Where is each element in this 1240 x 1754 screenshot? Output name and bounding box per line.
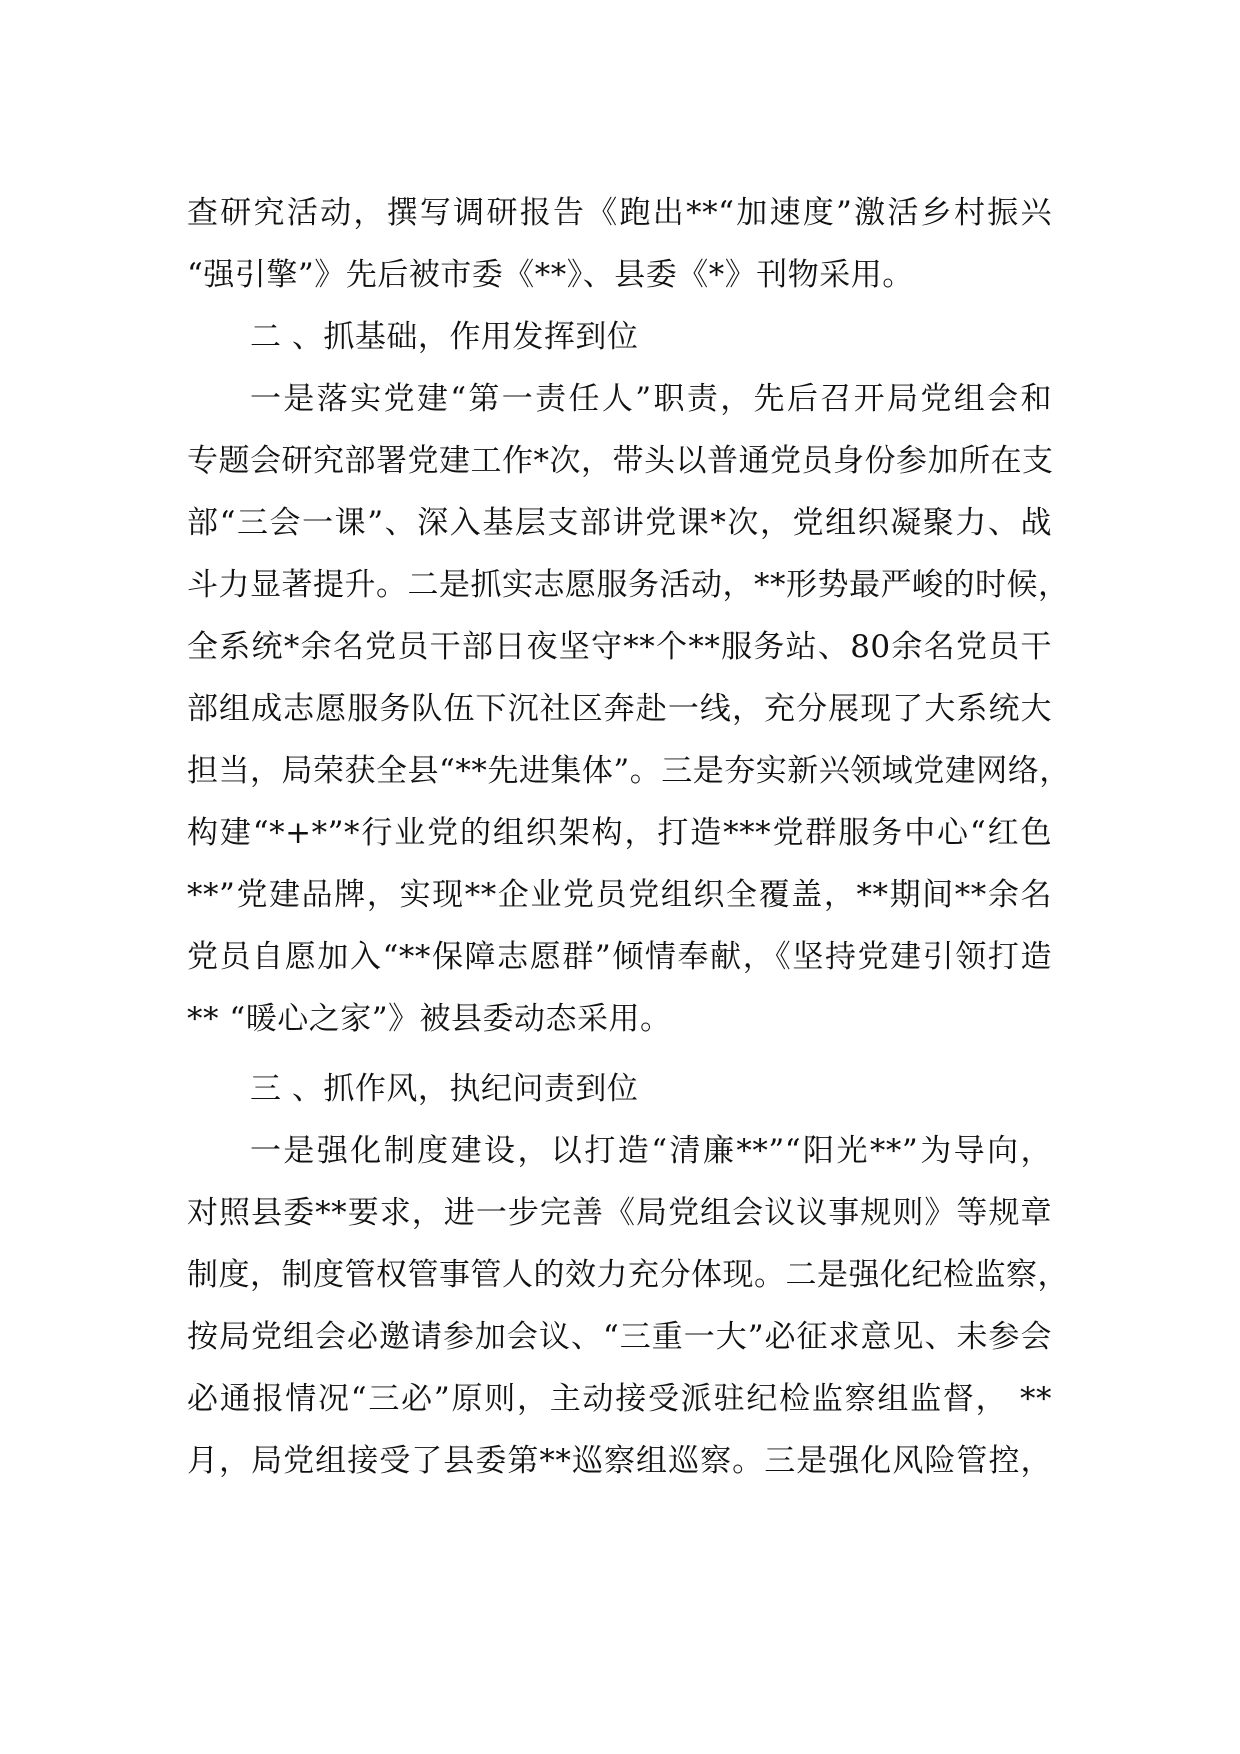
- text-line: 按局党组会必邀请参加会议、“三重一大”必征求意见、未参会: [187, 1319, 1052, 1355]
- text-line: 部组成志愿服务队伍下沉社区奔赴一线，充分展现了大系统大: [187, 691, 1052, 727]
- text-line: 全系统*余名党员干部日夜坚守**个**服务站、80余名党员干: [187, 629, 1052, 665]
- text-line: 部“三会一课”、深入基层支部讲党课*次，党组织凝聚力、战: [187, 505, 1052, 541]
- text-line: **”党建品牌，实现**企业党员党组织全覆盖，**期间**余名: [187, 877, 1052, 913]
- text-line: 构建“*+*”*行业党的组织架构，打造***党群服务中心“红色: [187, 815, 1052, 851]
- section-heading: 三 、抓作风，执纪问责到位: [250, 1071, 639, 1107]
- text-line: ** “暖心之家”》被县委动态采用。: [187, 1001, 672, 1037]
- text-line: 制度，制度管权管事管人的效力充分体现。二是强化纪检监察，: [187, 1257, 1069, 1293]
- text-line: 党员自愿加入“**保障志愿群”倾情奉献，《坚持党建引领打造: [187, 939, 1052, 975]
- text-line: 一是落实党建“第一责任人”职责，先后召开局党组会和: [250, 381, 1052, 417]
- text-line: 对照县委**要求，进一步完善《局党组会议议事规则》等规章: [187, 1195, 1052, 1231]
- text-line: 斗力显著提升。二是抓实志愿服务活动，**形势最严峻的时候，: [187, 567, 1070, 603]
- text-line: 月，局党组接受了县委第**巡察组巡察。三是强化风险管控，: [187, 1443, 1052, 1479]
- text-line: “强引擎”》先后被市委《**》、县委《*》刊物采用。: [187, 257, 914, 293]
- text-line: 一是强化制度建设，以打造“清廉**”“阳光**”为导向，: [250, 1133, 1052, 1169]
- text-line: 专题会研究部署党建工作*次，带头以普通党员身份参加所在支: [187, 443, 1054, 479]
- text-line: 担当，局荣获全县“**先进集体”。三是夯实新兴领域党建网络，: [187, 753, 1071, 789]
- text-line: 必通报情况“三必”原则，主动接受派驻纪检监察组监督， **: [187, 1381, 1052, 1417]
- text-line: 查研究活动，撰写调研报告《跑出**“加速度”激活乡村振兴: [187, 195, 1052, 231]
- section-heading: 二 、抓基础，作用发挥到位: [250, 319, 639, 355]
